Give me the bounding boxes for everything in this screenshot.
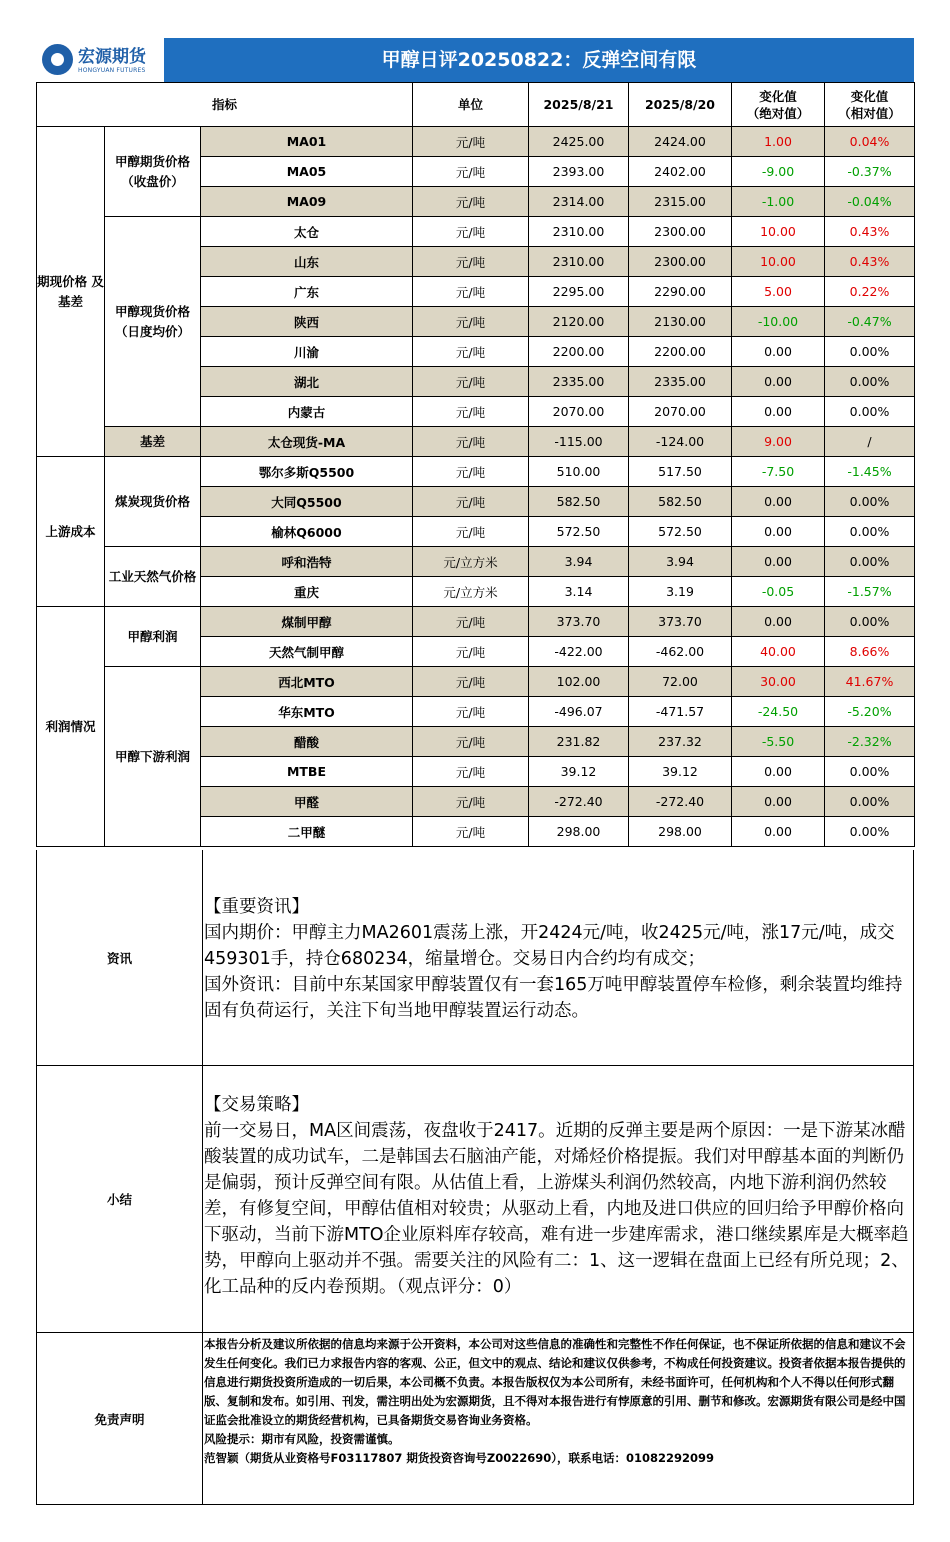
unit-cell: 元/吨	[413, 277, 529, 307]
abs-change: 9.00	[732, 427, 825, 457]
company-logo	[36, 38, 164, 82]
rel-change: -1.45%	[825, 457, 915, 487]
value-2025-8-21: 510.00	[529, 457, 629, 487]
indicator-name: 陕西	[201, 307, 413, 337]
abs-change: 40.00	[732, 637, 825, 667]
indicator-name: 大同Q5500	[201, 487, 413, 517]
value-2025-8-21: -422.00	[529, 637, 629, 667]
unit-cell: 元/吨	[413, 367, 529, 397]
value-2025-8-21: 3.14	[529, 577, 629, 607]
subcat-basis: 基差	[105, 427, 201, 457]
unit-cell: 元/吨	[413, 337, 529, 367]
indicator-name: 天然气制甲醇	[201, 637, 413, 667]
unit-cell: 元/吨	[413, 517, 529, 547]
value-2025-8-20: 2424.00	[629, 127, 732, 157]
value-2025-8-21: 582.50	[529, 487, 629, 517]
value-2025-8-20: -272.40	[629, 787, 732, 817]
subcat-coal-price: 煤炭现货价格	[105, 457, 201, 547]
news-paragraph-foreign: 国外资讯：目前中东某国家甲醇装置仅有一套165万吨甲醇装置停车检修，剩余装置均维持固有负荷运行，关注下旬当地甲醇装置运行动态。	[204, 975, 903, 1021]
rel-change: 0.00%	[825, 757, 915, 787]
unit-cell: 元/吨	[413, 307, 529, 337]
analyst-contact: 范智颖（期货从业资格号F03117807 期货投资咨询号Z0022690），联系电话：01082292099	[204, 1451, 714, 1465]
rel-change: 0.00%	[825, 337, 915, 367]
abs-change: 0.00	[732, 337, 825, 367]
value-2025-8-21: 2200.00	[529, 337, 629, 367]
unit-cell: 元/吨	[413, 247, 529, 277]
news-label: 资讯	[37, 850, 203, 1065]
abs-change: 10.00	[732, 217, 825, 247]
indicator-name: 华东MTO	[201, 697, 413, 727]
value-2025-8-20: -124.00	[629, 427, 732, 457]
value-2025-8-20: 2402.00	[629, 157, 732, 187]
table-row	[37, 217, 915, 247]
rel-change: /	[825, 427, 915, 457]
indicator-name: 二甲醚	[201, 817, 413, 847]
disclaimer-section	[36, 1333, 914, 1505]
table-row	[37, 457, 915, 487]
value-2025-8-20: 2335.00	[629, 367, 732, 397]
news-heading: 【重要资讯】	[204, 897, 309, 917]
disclaimer-label: 免责声明	[37, 1333, 203, 1504]
abs-change: 30.00	[732, 667, 825, 697]
rel-change: 0.43%	[825, 217, 915, 247]
abs-change: -5.50	[732, 727, 825, 757]
indicator-name: 呼和浩特	[201, 547, 413, 577]
unit-cell: 元/吨	[413, 637, 529, 667]
unit-cell: 元/吨	[413, 817, 529, 847]
unit-cell: 元/吨	[413, 157, 529, 187]
value-2025-8-21: 2425.00	[529, 127, 629, 157]
indicator-name: 鄂尔多斯Q5500	[201, 457, 413, 487]
col-header-date1: 2025/8/21	[529, 83, 629, 127]
unit-cell: 元/吨	[413, 487, 529, 517]
rel-change: 41.67%	[825, 667, 915, 697]
indicator-name: 重庆	[201, 577, 413, 607]
table-row	[37, 607, 915, 637]
unit-cell: 元/吨	[413, 217, 529, 247]
value-2025-8-21: 2335.00	[529, 367, 629, 397]
abs-change: 0.00	[732, 547, 825, 577]
summary-paragraph: 前一交易日，MA区间震荡，夜盘收于2417。近期的反弹主要是两个原因：一是下游某冰醋酸装置的成功试车，二是韩国去石脑油产能，对烯烃价格提振。我们对甲醇基本面的判断仍是偏弱，预计反弹空间有限。从估值上看，上游煤头利润仍然较高，内地下游利润仍然较差，有修复空间，甲醇估值相对较贵；从驱动上看，内地及进口供应的回归给予甲醇价格向下驱动，当前下游MTO企业原料库存较高，难有进一步建库需求，港口继续累库是大概率趋势，甲醇向上驱动并不强。需要关注的风险有二：1、这一逻辑在盘面上已经有所兑现；2、化工品种的反内卷预期。（观点评分：0）	[204, 1121, 909, 1297]
indicator-name: 川渝	[201, 337, 413, 367]
col-header-indicator: 指标	[37, 83, 413, 127]
subcat-methanol-profit: 甲醇利润	[105, 607, 201, 667]
unit-cell: 元/吨	[413, 457, 529, 487]
abs-change: 0.00	[732, 397, 825, 427]
value-2025-8-20: 2200.00	[629, 337, 732, 367]
unit-cell: 元/吨	[413, 427, 529, 457]
logo-subtext: HONGYUAN FUTURES	[78, 67, 146, 74]
indicator-name: 内蒙古	[201, 397, 413, 427]
value-2025-8-20: 2130.00	[629, 307, 732, 337]
value-2025-8-21: 231.82	[529, 727, 629, 757]
unit-cell: 元/立方米	[413, 547, 529, 577]
rel-change: -0.37%	[825, 157, 915, 187]
value-2025-8-20: -462.00	[629, 637, 732, 667]
table-header-row	[37, 83, 915, 127]
value-2025-8-20: 298.00	[629, 817, 732, 847]
subcat-spot-price: 甲醇现货价格 （日度均价）	[105, 217, 201, 427]
indicator-name: MA01	[201, 127, 413, 157]
col-header-unit: 单位	[413, 83, 529, 127]
indicator-name: 太仓现货-MA	[201, 427, 413, 457]
value-2025-8-20: -471.57	[629, 697, 732, 727]
value-2025-8-20: 3.19	[629, 577, 732, 607]
col-header-date2: 2025/8/20	[629, 83, 732, 127]
value-2025-8-21: 102.00	[529, 667, 629, 697]
abs-change: -1.00	[732, 187, 825, 217]
logo-icon	[42, 44, 73, 75]
unit-cell: 元/吨	[413, 787, 529, 817]
rel-change: 0.43%	[825, 247, 915, 277]
value-2025-8-21: 2295.00	[529, 277, 629, 307]
value-2025-8-21: 2070.00	[529, 397, 629, 427]
table-row	[37, 547, 915, 577]
rel-change: 0.00%	[825, 787, 915, 817]
abs-change: -9.00	[732, 157, 825, 187]
rel-change: 0.04%	[825, 127, 915, 157]
value-2025-8-21: 298.00	[529, 817, 629, 847]
category-spot-basis: 期现价格 及基差	[37, 127, 105, 457]
rel-change: 0.00%	[825, 817, 915, 847]
summary-heading: 【交易策略】	[204, 1095, 309, 1115]
rel-change: 8.66%	[825, 637, 915, 667]
subcat-gas-price: 工业天然气价格	[105, 547, 201, 607]
unit-cell: 元/吨	[413, 607, 529, 637]
rel-change: 0.00%	[825, 487, 915, 517]
value-2025-8-21: -496.07	[529, 697, 629, 727]
unit-cell: 元/吨	[413, 187, 529, 217]
unit-cell: 元/立方米	[413, 577, 529, 607]
summary-label: 小结	[37, 1066, 203, 1332]
value-2025-8-21: 3.94	[529, 547, 629, 577]
value-2025-8-20: 373.70	[629, 607, 732, 637]
abs-change: 0.00	[732, 607, 825, 637]
value-2025-8-20: 582.50	[629, 487, 732, 517]
indicator-name: 西北MTO	[201, 667, 413, 697]
summary-body	[204, 1092, 909, 1300]
indicator-name: 煤制甲醇	[201, 607, 413, 637]
col-header-rel-change: 变化值 （相对值）	[825, 83, 915, 127]
rel-change: -2.32%	[825, 727, 915, 757]
abs-change: -0.05	[732, 577, 825, 607]
value-2025-8-20: 2315.00	[629, 187, 732, 217]
rel-change: 0.00%	[825, 397, 915, 427]
subcat-futures-price: 甲醇期货价格 （收盘价）	[105, 127, 201, 217]
unit-cell: 元/吨	[413, 697, 529, 727]
abs-change: 5.00	[732, 277, 825, 307]
unit-cell: 元/吨	[413, 727, 529, 757]
value-2025-8-21: 373.70	[529, 607, 629, 637]
value-2025-8-20: 517.50	[629, 457, 732, 487]
category-profit: 利润情况	[37, 607, 105, 847]
rel-change: -0.04%	[825, 187, 915, 217]
indicator-name: 太仓	[201, 217, 413, 247]
indicator-name: MA05	[201, 157, 413, 187]
col-header-abs-change: 变化值 （绝对值）	[732, 83, 825, 127]
report-header	[36, 38, 914, 82]
rel-change: 0.00%	[825, 367, 915, 397]
value-2025-8-21: 2310.00	[529, 217, 629, 247]
value-2025-8-20: 2070.00	[629, 397, 732, 427]
subcat-downstream-profit: 甲醇下游利润	[105, 667, 201, 847]
news-paragraph-domestic: 国内期价：甲醇主力MA2601震荡上涨，开2424元/吨，收2425元/吨，涨17元/吨，成交459301手，持仓680234，缩量增仓。交易日内合约均有成交；	[204, 923, 895, 969]
table-row	[37, 427, 915, 457]
indicator-table	[36, 82, 915, 847]
rel-change: 0.00%	[825, 517, 915, 547]
value-2025-8-21: 572.50	[529, 517, 629, 547]
abs-change: 0.00	[732, 517, 825, 547]
value-2025-8-21: 2314.00	[529, 187, 629, 217]
news-section	[36, 850, 914, 1066]
indicator-name: 山东	[201, 247, 413, 277]
disclaimer-body	[204, 1335, 909, 1468]
unit-cell: 元/吨	[413, 397, 529, 427]
value-2025-8-21: 39.12	[529, 757, 629, 787]
rel-change: -5.20%	[825, 697, 915, 727]
abs-change: 0.00	[732, 817, 825, 847]
value-2025-8-21: 2310.00	[529, 247, 629, 277]
table-row	[37, 667, 915, 697]
value-2025-8-20: 2290.00	[629, 277, 732, 307]
abs-change: 1.00	[732, 127, 825, 157]
value-2025-8-21: -115.00	[529, 427, 629, 457]
value-2025-8-20: 237.32	[629, 727, 732, 757]
indicator-name: 广东	[201, 277, 413, 307]
unit-cell: 元/吨	[413, 667, 529, 697]
abs-change: 0.00	[732, 487, 825, 517]
news-body	[204, 894, 909, 1024]
indicator-name: MTBE	[201, 757, 413, 787]
value-2025-8-20: 72.00	[629, 667, 732, 697]
disclaimer-paragraph: 本报告分析及建议所依据的信息均来源于公开资料，本公司对这些信息的准确性和完整性不作任何保证，也不保证所依据的信息和建议不会发生任何变化。我们已力求报告内容的客观、公正，但文中的观点、结论和建议仅供参考，不构成任何投资建议。投资者依据本报告提供的信息进行期货投资所造成的一切后果，本公司概不负责。本报告版权仅为本公司所有，未经书面许可，任何机构和个人不得以任何形式翻版、复制和发布。如引用、刊发，需注明出处为宏源期货，且不得对本报告进行有悖原意的引用、删节和修改。宏源期货有限公司是经中国证监会批准设立的期货经营机构，已具备期货交易咨询业务资格。	[204, 1337, 906, 1427]
abs-change: 0.00	[732, 367, 825, 397]
value-2025-8-21: 2393.00	[529, 157, 629, 187]
abs-change: 0.00	[732, 757, 825, 787]
summary-section	[36, 1066, 914, 1333]
abs-change: -7.50	[732, 457, 825, 487]
logo-text: 宏源期货	[78, 47, 146, 67]
value-2025-8-21: 2120.00	[529, 307, 629, 337]
value-2025-8-20: 2300.00	[629, 217, 732, 247]
indicator-name: 湖北	[201, 367, 413, 397]
rel-change: -1.57%	[825, 577, 915, 607]
value-2025-8-20: 572.50	[629, 517, 732, 547]
indicator-name: 醋酸	[201, 727, 413, 757]
value-2025-8-20: 2300.00	[629, 247, 732, 277]
indicator-name: 榆林Q6000	[201, 517, 413, 547]
value-2025-8-21: -272.40	[529, 787, 629, 817]
abs-change: 0.00	[732, 787, 825, 817]
unit-cell: 元/吨	[413, 757, 529, 787]
rel-change: 0.00%	[825, 607, 915, 637]
abs-change: 10.00	[732, 247, 825, 277]
rel-change: -0.47%	[825, 307, 915, 337]
table-row	[37, 127, 915, 157]
abs-change: -10.00	[732, 307, 825, 337]
rel-change: 0.00%	[825, 547, 915, 577]
rel-change: 0.22%	[825, 277, 915, 307]
report-title: 甲醇日评20250822：反弹空间有限	[381, 49, 697, 71]
risk-warning: 风险提示：期市有风险，投资需谨慎。	[204, 1432, 400, 1446]
value-2025-8-20: 3.94	[629, 547, 732, 577]
value-2025-8-20: 39.12	[629, 757, 732, 787]
abs-change: -24.50	[732, 697, 825, 727]
indicator-name: 甲醛	[201, 787, 413, 817]
indicator-name: MA09	[201, 187, 413, 217]
unit-cell: 元/吨	[413, 127, 529, 157]
category-upstream-cost: 上游成本	[37, 457, 105, 607]
